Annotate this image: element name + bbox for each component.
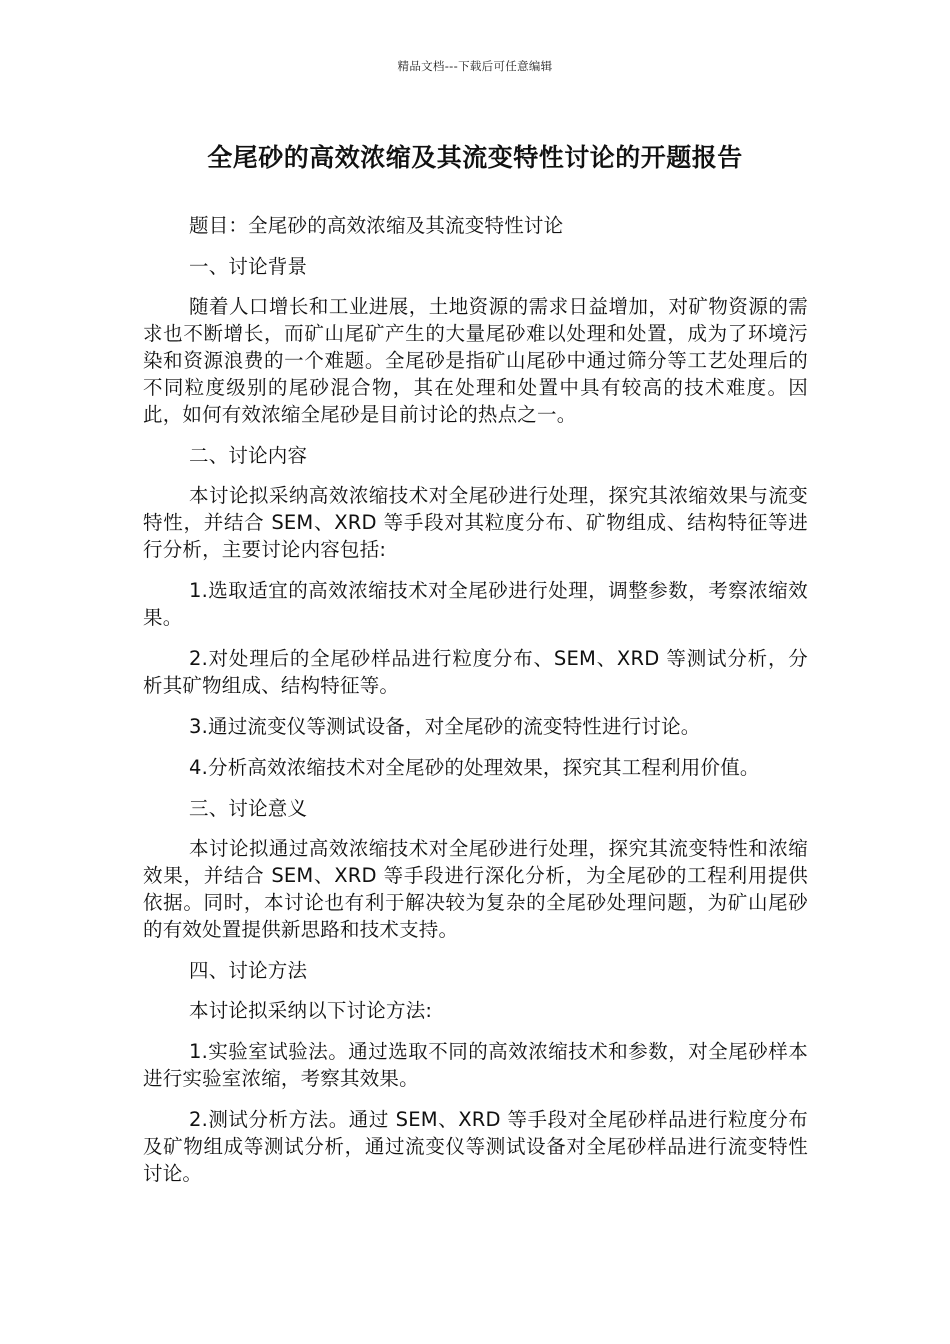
content-item-2: 2.对处理后的全尾砂样品进行粒度分布、SEM、XRD 等测试分析，分析其矿物组成、结构特征等。 bbox=[143, 647, 808, 697]
methods-intro-paragraph: 本讨论拟采纳以下讨论方法: bbox=[189, 999, 433, 1022]
section-heading-significance: 三、讨论意义 bbox=[189, 797, 308, 820]
content-item-4: 4.分析高效浓缩技术对全尾砂的处理效果，探究其工程利用价值。 bbox=[189, 756, 760, 779]
content-intro-paragraph: 本讨论拟采纳高效浓缩技术对全尾砂进行处理，探究其浓缩效果与流变特性，并结合 SEM、XRD 等手段对其粒度分布、矿物组成、结构特征等进行分析，主要讨论内容包括: bbox=[143, 484, 808, 561]
significance-paragraph: 本讨论拟通过高效浓缩技术对全尾砂进行处理，探究其流变特性和浓缩效果，并结合 SEM、XRD 等手段进行深化分析，为全尾砂的工程利用提供依据。同时，本讨论也有利于解决较为复杂的全尾砂处理问题，为矿山尾砂的有效处置提供新思路和技术支持。 bbox=[143, 837, 808, 941]
content-item-1: 1.选取适宜的高效浓缩技术对全尾砂进行处理，调整参数，考察浓缩效果。 bbox=[143, 579, 808, 629]
section-heading-background: 一、讨论背景 bbox=[189, 255, 308, 278]
method-item-1: 1.实验室试验法。通过选取不同的高效浓缩技术和参数，对全尾砂样本进行实验室浓缩，考察其效果。 bbox=[143, 1040, 808, 1090]
background-paragraph: 随着人口增长和工业进展，土地资源的需求日益增加，对矿物资源的需求也不断增长，而矿山尾矿产生的大量尾砂难以处理和处置，成为了环境污染和资源浪费的一个难题。全尾砂是指矿山尾砂中通过筛分等工艺处理后的不同粒度级别的尾砂混合物，其在处理和处置中具有较高的技术难度。因此，如何有效浓缩全尾砂是目前讨论的热点之一。 bbox=[143, 295, 808, 426]
section-heading-content: 二、讨论内容 bbox=[189, 444, 308, 467]
document-title: 全尾砂的高效浓缩及其流变特性讨论的开题报告 bbox=[207, 143, 743, 172]
document-body bbox=[143, 212, 808, 1201]
header-note: 精品文档---下载后可任意编辑 bbox=[397, 59, 553, 73]
content-item-3: 3.通过流变仪等测试设备，对全尾砂的流变特性进行讨论。 bbox=[189, 715, 701, 738]
subject-line: 题目：全尾砂的高效浓缩及其流变特性讨论 bbox=[189, 214, 564, 237]
section-heading-methods: 四、讨论方法 bbox=[189, 959, 308, 982]
method-item-2: 2.测试分析方法。通过 SEM、XRD 等手段对全尾砂样品进行粒度分布及矿物组成等测试分析，通过流变仪等测试设备对全尾砂样品进行流变特性讨论。 bbox=[143, 1108, 808, 1185]
